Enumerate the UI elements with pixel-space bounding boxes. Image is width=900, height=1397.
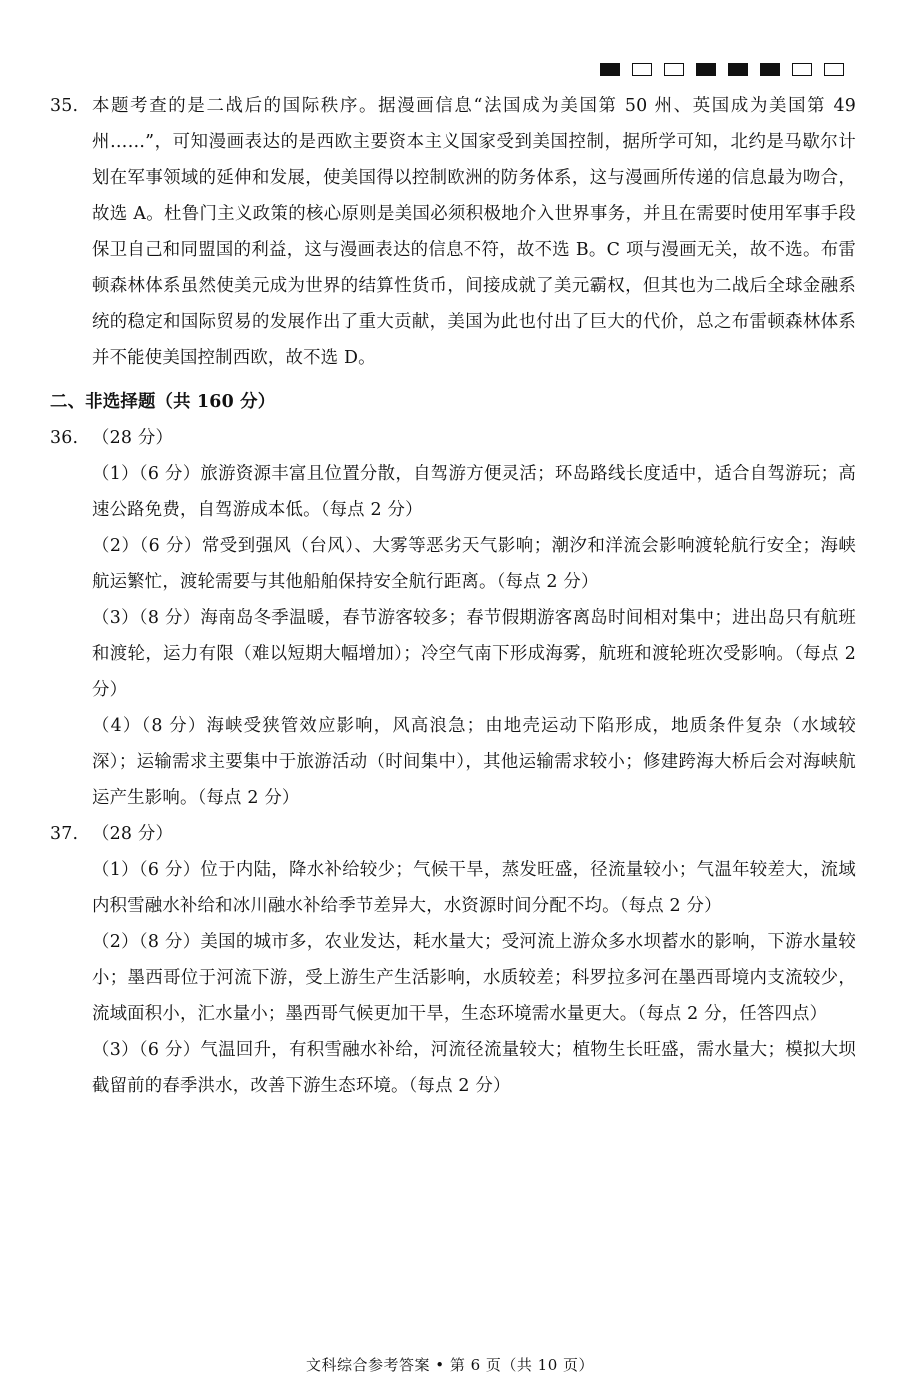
header-marks [600,63,844,76]
question-score: （28 分） [92,824,174,844]
answer-part: （4）（8 分）海峡受狭管效应影响，风高浪急；由地壳运动下陷形成，地质条件复杂（水域较深）；运输需求主要集中于旅游活动（时间集中），其他运输需求较小；修建跨海大桥后会对海峡航运产生影响。（每点 2 分） [92,716,856,808]
empty-square-mark [664,63,684,76]
section-title: 二、非选择题（共 160 分） [50,392,276,412]
question-36 [50,420,856,816]
answer-part: （2）（6 分）常受到强风（台风）、大雾等恶劣天气影响；潮汐和洋流会影响渡轮航行安全；海峡航运繁忙，渡轮需要与其他船舶保持安全航行距离。（每点 2 分） [92,536,856,592]
answer-part: （2）（8 分）美国的城市多，农业发达，耗水量大；受河流上游众多水坝蓄水的影响，下游水量较小；墨西哥位于河流下游，受上游生产生活影响，水质较差；科罗拉多河在墨西哥境内支流较少，流域面积小，汇水量小；墨西哥气候更加干旱，生态环境需水量更大。（每点 2 分，任答四点） [92,932,856,1024]
empty-square-mark [824,63,844,76]
question-number: 36. [50,428,79,448]
empty-square-mark [792,63,812,76]
page-footer: 文科综合参考答案 • 第 6 页（共 10 页） [305,1356,595,1374]
filled-square-mark [760,63,780,76]
answer-content [50,88,856,1104]
question-35 [50,88,856,376]
answer-part: （3）（8 分）海南岛冬季温暖，春节游客较多；春节假期游客离岛时间相对集中；进出岛只有航班和渡轮，运力有限（难以短期大幅增加）；冷空气南下形成海雾，航班和渡轮班次受影响。（每点 2 分） [92,608,856,700]
answer-part: （1）（6 分）旅游资源丰富且位置分散，自驾游方便灵活；环岛路线长度适中，适合自驾游玩；高速公路免费，自驾游成本低。（每点 2 分） [92,464,856,520]
question-35-text: 本题考查的是二战后的国际秩序。据漫画信息“法国成为美国第 50 州、英国成为美国第 49 州……”，可知漫画表达的是西欧主要资本主义国家受到美国控制，据所学可知，北约是马歇尔计划在军事领域的延伸和发展，使美国得以控制欧洲的防务体系，这与漫画所传递的信息最为吻合，故选 A。杜鲁门主义政策的核心原则是美国必须积极地介入世界事务，并且在需要时使用军事手段保卫自己和同盟国的利益，这与漫画表达的信息不符，故不选 B。C 项与漫画无关，故不选。布雷顿森林体系虽然使美元成为世界的结算性货币，间接成就了美元霸权，但其也为二战后全球金融系统的稳定和国际贸易的发展作出了重大贡献，美国为此也付出了巨大的代价，总之布雷顿森林体系并不能使美国控制西欧，故不选 D。 [92,96,856,368]
question-number: 37. [50,824,79,844]
question-number: 35. [50,96,79,116]
question-score: （28 分） [92,428,174,448]
answer-part: （3）（6 分）气温回升，有积雪融水补给，河流径流量较大；植物生长旺盛，需水量大；模拟大坝截留前的春季洪水，改善下游生态环境。（每点 2 分） [92,1040,856,1096]
empty-square-mark [632,63,652,76]
filled-square-mark [600,63,620,76]
filled-square-mark [728,63,748,76]
answer-part: （1）（6 分）位于内陆，降水补给较少；气候干旱，蒸发旺盛，径流量较小；气温年较差大，流域内积雪融水补给和冰川融水补给季节差异大，水资源时间分配不均。（每点 2 分） [92,860,856,916]
filled-square-mark [696,63,716,76]
question-37 [50,816,856,1104]
